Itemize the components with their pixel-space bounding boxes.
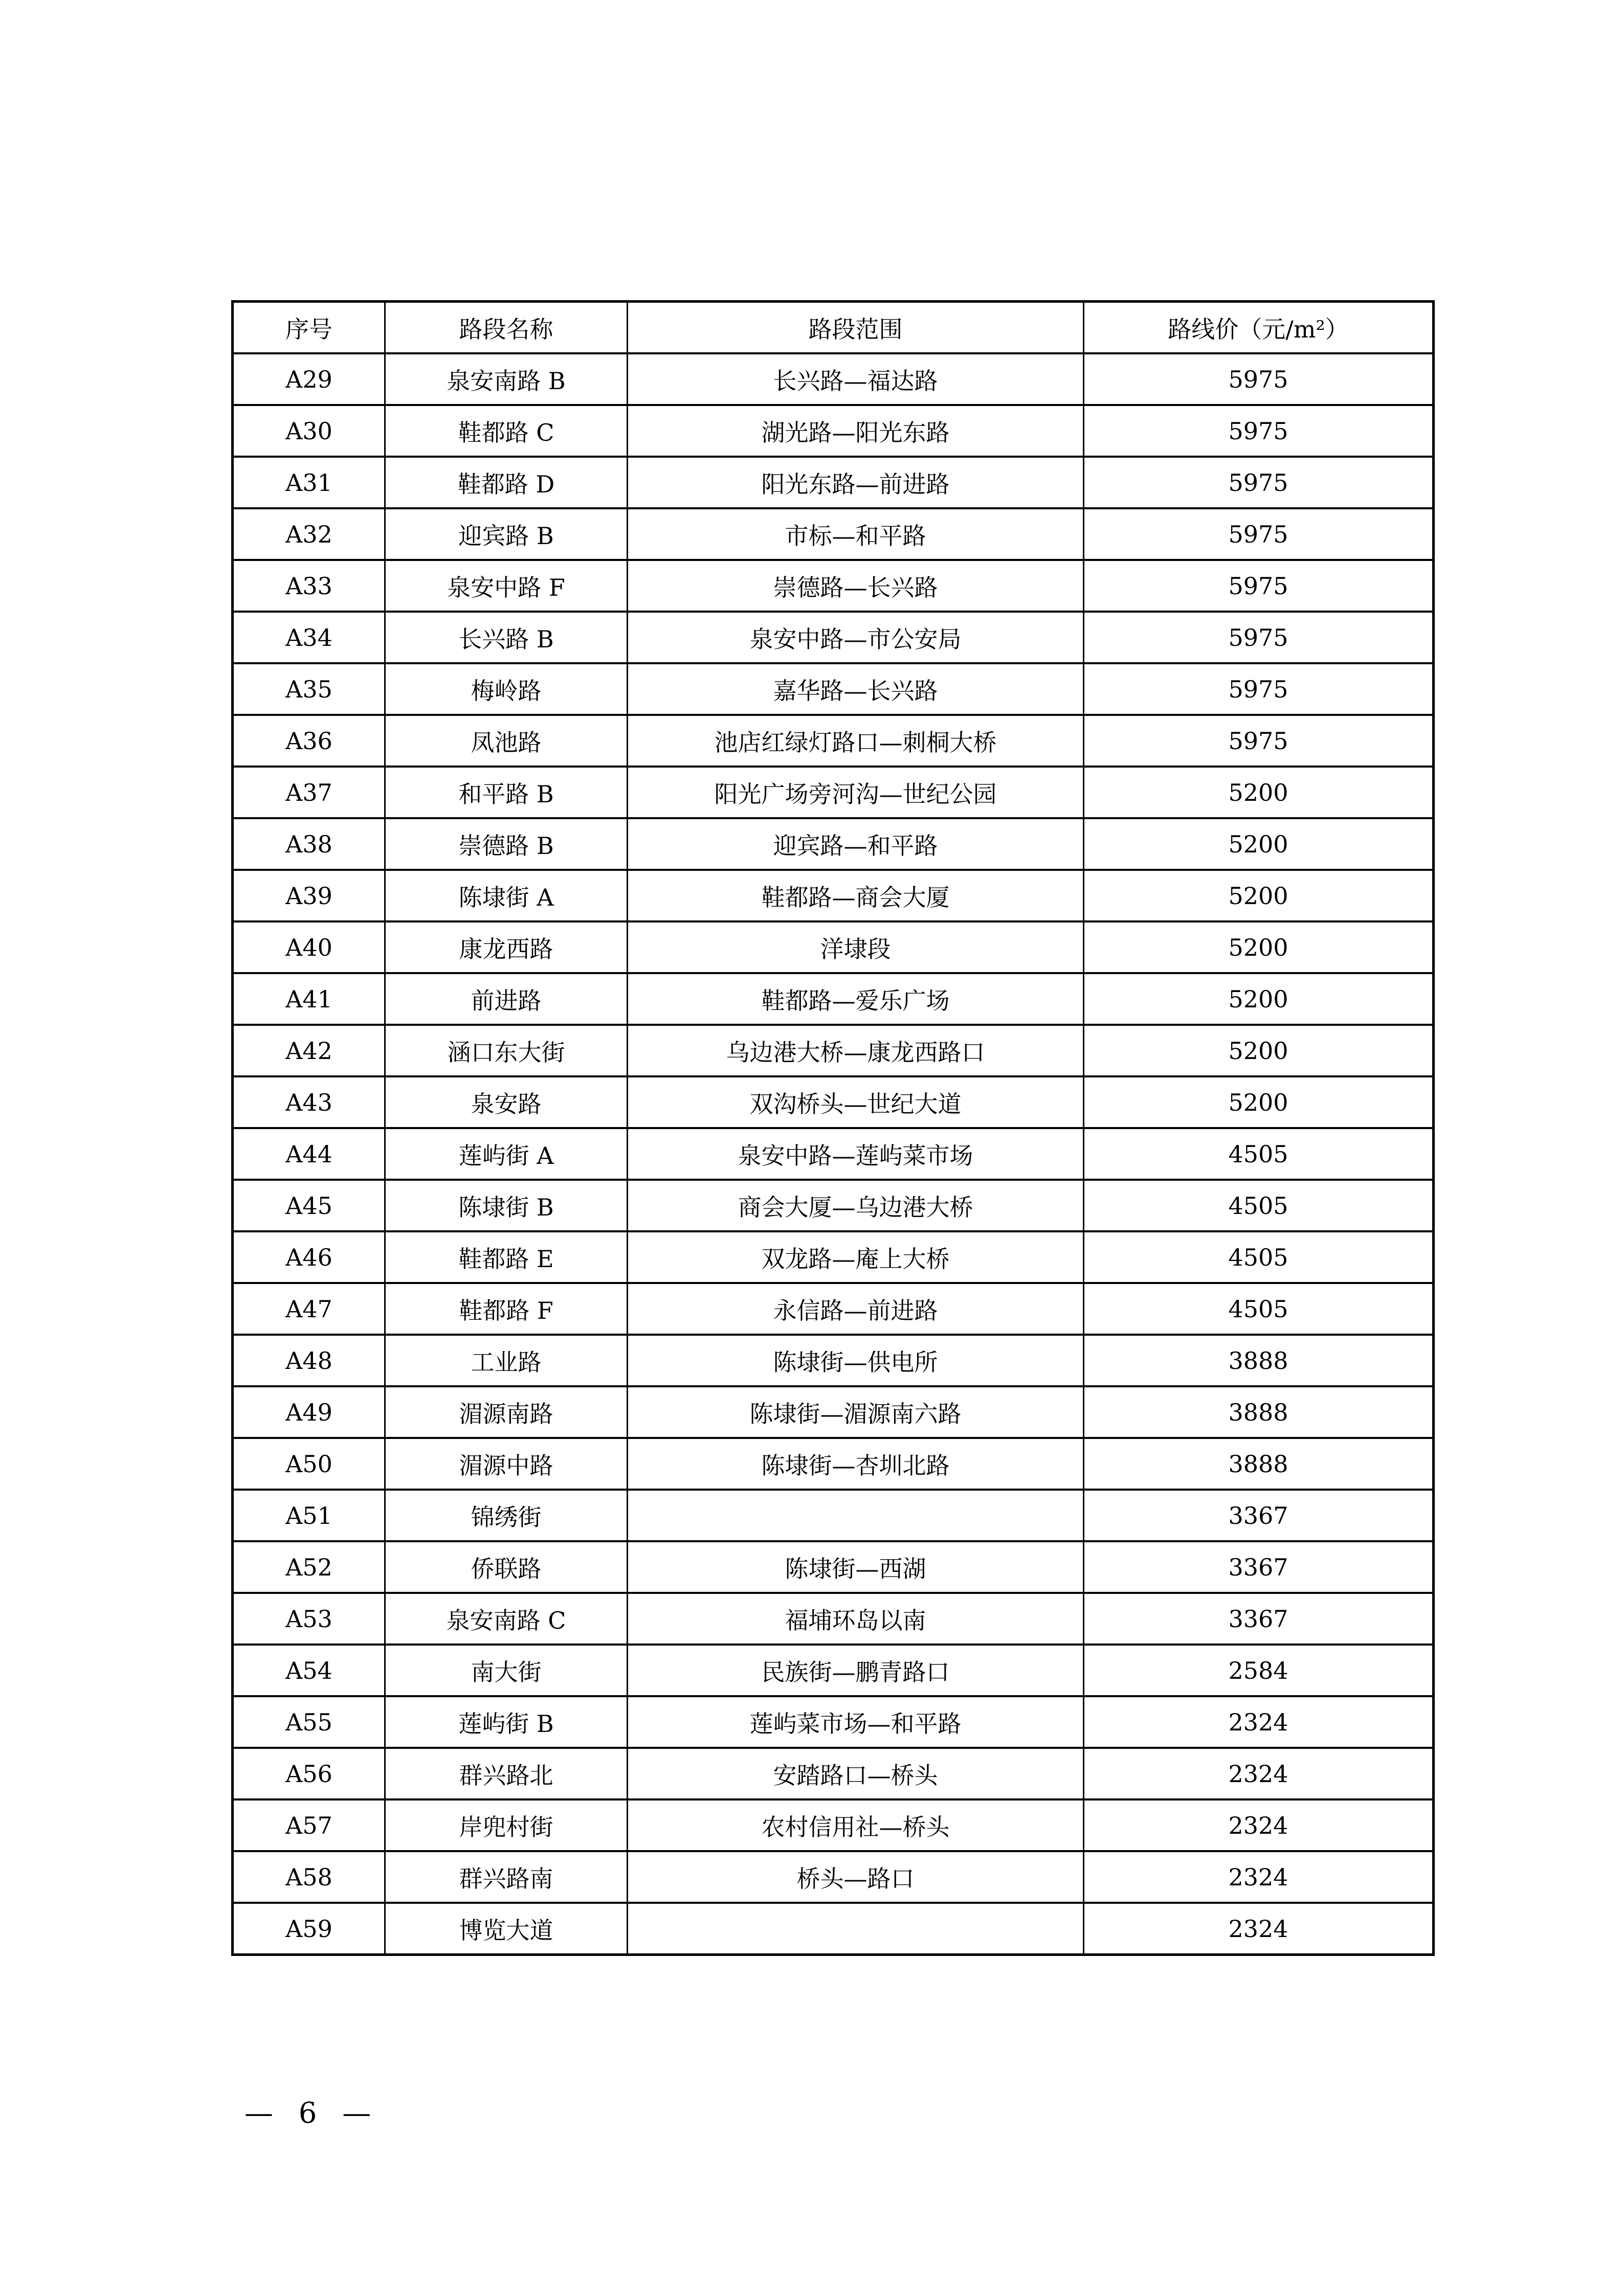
cell-serial: A32: [233, 508, 385, 560]
cell-serial: A49: [233, 1386, 385, 1438]
road-price-table: [231, 300, 1435, 1956]
cell-road-name: 鞋都路 F: [385, 1283, 628, 1335]
table-body: [233, 353, 1434, 1955]
cell-road-range: 双龙路—庵上大桥: [628, 1231, 1084, 1283]
cell-serial: A33: [233, 560, 385, 612]
cell-route-price: 3888: [1084, 1438, 1434, 1490]
cell-road-range: 农村信用社—桥头: [628, 1799, 1084, 1851]
cell-road-name: 锦绣街: [385, 1490, 628, 1541]
cell-road-range: 泉安中路—市公安局: [628, 612, 1084, 663]
cell-route-price: 5200: [1084, 818, 1434, 870]
cell-road-name: 和平路 B: [385, 767, 628, 818]
table-row: [233, 1748, 1434, 1799]
cell-road-name: 凤池路: [385, 715, 628, 767]
table-row: [233, 921, 1434, 973]
cell-serial: A34: [233, 612, 385, 663]
table-row: [233, 870, 1434, 921]
table-row: [233, 1180, 1434, 1231]
cell-route-price: 4505: [1084, 1231, 1434, 1283]
cell-road-range: 陈埭街—杏圳北路: [628, 1438, 1084, 1490]
cell-road-range: 民族街—鹏青路口: [628, 1645, 1084, 1696]
cell-route-price: 5200: [1084, 973, 1434, 1025]
cell-route-price: 5975: [1084, 612, 1434, 663]
cell-road-name: 湄源南路: [385, 1386, 628, 1438]
cell-route-price: 5200: [1084, 767, 1434, 818]
table-row: [233, 1903, 1434, 1955]
cell-road-range: 湖光路—阳光东路: [628, 405, 1084, 457]
cell-route-price: 2324: [1084, 1903, 1434, 1955]
cell-road-name: 涵口东大街: [385, 1025, 628, 1076]
table-row: [233, 405, 1434, 457]
table-row: [233, 1490, 1434, 1541]
cell-serial: A47: [233, 1283, 385, 1335]
table-row: [233, 715, 1434, 767]
cell-route-price: 4505: [1084, 1180, 1434, 1231]
cell-route-price: 5975: [1084, 663, 1434, 715]
cell-road-range: 桥头—路口: [628, 1851, 1084, 1903]
cell-route-price: 2324: [1084, 1799, 1434, 1851]
table-row: [233, 1283, 1434, 1335]
cell-road-range: 阳光广场旁河沟—世纪公园: [628, 767, 1084, 818]
cell-road-name: 泉安中路 F: [385, 560, 628, 612]
cell-route-price: 2324: [1084, 1748, 1434, 1799]
cell-road-range: 池店红绿灯路口—刺桐大桥: [628, 715, 1084, 767]
page-number: — 6 —: [244, 2097, 372, 2130]
cell-road-name: 泉安南路 C: [385, 1593, 628, 1645]
table-row: [233, 1386, 1434, 1438]
table-row: [233, 1645, 1434, 1696]
cell-serial: A57: [233, 1799, 385, 1851]
cell-road-range: 陈埭街—西湖: [628, 1541, 1084, 1593]
cell-serial: A58: [233, 1851, 385, 1903]
cell-serial: A43: [233, 1076, 385, 1128]
cell-road-name: 陈埭街 B: [385, 1180, 628, 1231]
cell-serial: A38: [233, 818, 385, 870]
cell-road-range: 双沟桥头—世纪大道: [628, 1076, 1084, 1128]
cell-road-range: 安踏路口—桥头: [628, 1748, 1084, 1799]
cell-road-name: 前进路: [385, 973, 628, 1025]
table-row: [233, 1696, 1434, 1748]
cell-road-name: 群兴路南: [385, 1851, 628, 1903]
table-row: [233, 1541, 1434, 1593]
cell-serial: A52: [233, 1541, 385, 1593]
cell-road-name: 梅岭路: [385, 663, 628, 715]
cell-road-name: 侨联路: [385, 1541, 628, 1593]
cell-road-name: 泉安路: [385, 1076, 628, 1128]
cell-road-name: 鞋都路 E: [385, 1231, 628, 1283]
table-row: [233, 1076, 1434, 1128]
cell-road-range: 长兴路—福达路: [628, 353, 1084, 405]
table-row: [233, 1231, 1434, 1283]
cell-road-range: 商会大厦—乌边港大桥: [628, 1180, 1084, 1231]
table-row: [233, 973, 1434, 1025]
cell-road-name: 陈埭街 A: [385, 870, 628, 921]
cell-road-range: 鞋都路—商会大厦: [628, 870, 1084, 921]
cell-road-name: 长兴路 B: [385, 612, 628, 663]
cell-serial: A30: [233, 405, 385, 457]
cell-road-range: 福埔环岛以南: [628, 1593, 1084, 1645]
cell-route-price: 5200: [1084, 870, 1434, 921]
cell-route-price: 4505: [1084, 1283, 1434, 1335]
table-row: [233, 663, 1434, 715]
cell-serial: A44: [233, 1128, 385, 1180]
cell-serial: A45: [233, 1180, 385, 1231]
table-row: [233, 1128, 1434, 1180]
table-row: [233, 457, 1434, 508]
cell-route-price: 3888: [1084, 1335, 1434, 1386]
cell-road-range: 洋埭段: [628, 921, 1084, 973]
cell-route-price: 3367: [1084, 1593, 1434, 1645]
cell-road-name: 鞋都路 D: [385, 457, 628, 508]
cell-road-name: 莲屿街 A: [385, 1128, 628, 1180]
cell-road-range: 莲屿菜市场—和平路: [628, 1696, 1084, 1748]
cell-route-price: 5975: [1084, 405, 1434, 457]
header-road-range: 路段范围: [628, 302, 1084, 354]
cell-serial: A48: [233, 1335, 385, 1386]
cell-serial: A35: [233, 663, 385, 715]
cell-route-price: 5975: [1084, 353, 1434, 405]
cell-road-range: 迎宾路—和平路: [628, 818, 1084, 870]
cell-route-price: 2584: [1084, 1645, 1434, 1696]
cell-route-price: 5200: [1084, 921, 1434, 973]
cell-serial: A51: [233, 1490, 385, 1541]
cell-route-price: 4505: [1084, 1128, 1434, 1180]
cell-road-range: 陈埭街—湄源南六路: [628, 1386, 1084, 1438]
cell-route-price: 3367: [1084, 1490, 1434, 1541]
table-row: [233, 1593, 1434, 1645]
cell-road-name: 工业路: [385, 1335, 628, 1386]
header-route-price: 路线价（元/m²）: [1084, 302, 1434, 354]
cell-route-price: 5200: [1084, 1025, 1434, 1076]
cell-road-range: 嘉华路—长兴路: [628, 663, 1084, 715]
cell-route-price: 3367: [1084, 1541, 1434, 1593]
cell-road-range: 鞋都路—爱乐广场: [628, 973, 1084, 1025]
cell-road-range: 阳光东路—前进路: [628, 457, 1084, 508]
cell-serial: A37: [233, 767, 385, 818]
table-row: [233, 818, 1434, 870]
cell-serial: A41: [233, 973, 385, 1025]
cell-road-range: 市标—和平路: [628, 508, 1084, 560]
cell-road-range: 陈埭街—供电所: [628, 1335, 1084, 1386]
header-serial: 序号: [285, 315, 332, 343]
cell-route-price: 5975: [1084, 508, 1434, 560]
cell-road-name: 湄源中路: [385, 1438, 628, 1490]
table-header: [233, 302, 1434, 354]
table-row: [233, 353, 1434, 405]
cell-route-price: 5975: [1084, 560, 1434, 612]
cell-serial: A50: [233, 1438, 385, 1490]
header-road-name: 路段名称: [385, 302, 628, 354]
cell-serial: A56: [233, 1748, 385, 1799]
table-row: [233, 1335, 1434, 1386]
cell-route-price: 2324: [1084, 1696, 1434, 1748]
cell-road-range: 崇德路—长兴路: [628, 560, 1084, 612]
cell-road-name: 群兴路北: [385, 1748, 628, 1799]
table-row: [233, 1438, 1434, 1490]
cell-road-range: [628, 1490, 1084, 1541]
table-row: [233, 1799, 1434, 1851]
table-row: [233, 560, 1434, 612]
cell-serial: A40: [233, 921, 385, 973]
cell-route-price: 5200: [1084, 1076, 1434, 1128]
cell-serial: A36: [233, 715, 385, 767]
cell-road-name: 泉安南路 B: [385, 353, 628, 405]
cell-road-range: 乌边港大桥—康龙西路口: [628, 1025, 1084, 1076]
cell-road-name: 鞋都路 C: [385, 405, 628, 457]
cell-road-range: [628, 1903, 1084, 1955]
table-row: [233, 1851, 1434, 1903]
table-row: [233, 508, 1434, 560]
table-row: [233, 767, 1434, 818]
cell-route-price: 5975: [1084, 715, 1434, 767]
cell-road-name: 岸兜村街: [385, 1799, 628, 1851]
cell-route-price: 5975: [1084, 457, 1434, 508]
cell-road-name: 康龙西路: [385, 921, 628, 973]
cell-serial: A59: [233, 1903, 385, 1955]
cell-serial: A31: [233, 457, 385, 508]
cell-route-price: 3888: [1084, 1386, 1434, 1438]
cell-serial: A54: [233, 1645, 385, 1696]
cell-road-name: 迎宾路 B: [385, 508, 628, 560]
cell-serial: A29: [233, 353, 385, 405]
cell-road-name: 博览大道: [385, 1903, 628, 1955]
cell-road-name: 崇德路 B: [385, 818, 628, 870]
cell-serial: A53: [233, 1593, 385, 1645]
cell-road-range: 泉安中路—莲屿菜市场: [628, 1128, 1084, 1180]
cell-road-range: 永信路—前进路: [628, 1283, 1084, 1335]
cell-serial: A39: [233, 870, 385, 921]
cell-serial: A46: [233, 1231, 385, 1283]
header-row: [233, 302, 1434, 354]
cell-route-price: 2324: [1084, 1851, 1434, 1903]
cell-serial: A55: [233, 1696, 385, 1748]
table-row: [233, 1025, 1434, 1076]
cell-road-name: 南大街: [385, 1645, 628, 1696]
table-row: [233, 612, 1434, 663]
cell-serial: A42: [233, 1025, 385, 1076]
cell-road-name: 莲屿街 B: [385, 1696, 628, 1748]
